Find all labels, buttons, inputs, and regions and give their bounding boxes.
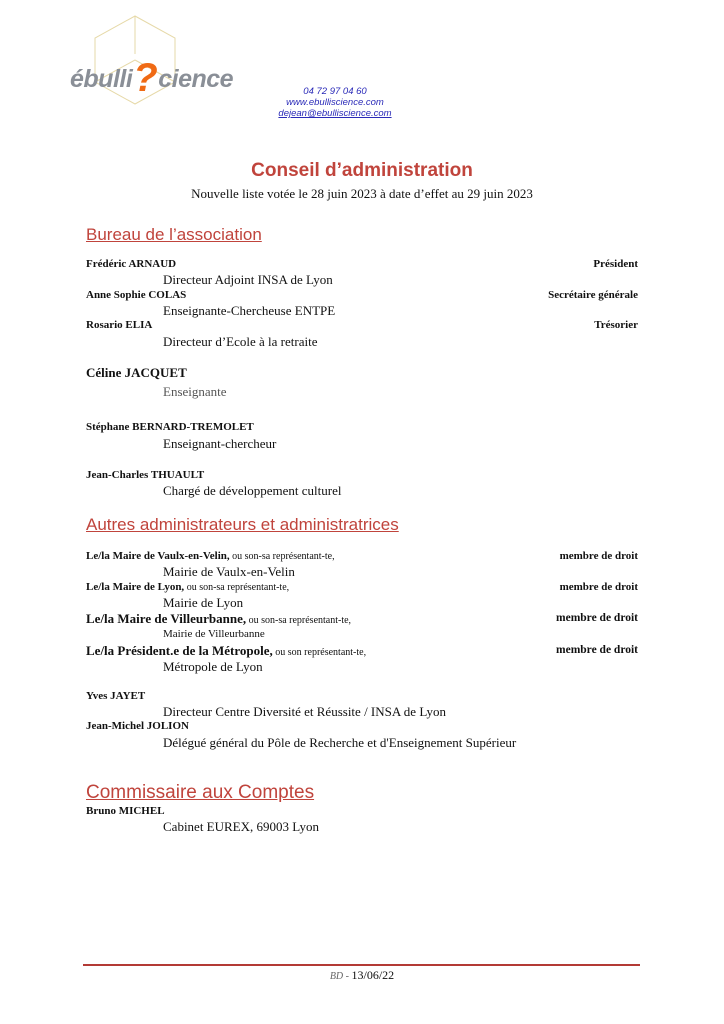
footer-divider: [83, 964, 640, 966]
member-description: Chargé de développement culturel: [163, 483, 342, 498]
member-role: membre de droit: [556, 612, 638, 624]
member-role: Président: [593, 258, 638, 270]
member-role: Secrétaire générale: [548, 289, 638, 301]
logo-question-mark: ?: [133, 56, 158, 100]
member-name: [86, 550, 335, 562]
footer-initials: BD: [329, 971, 344, 982]
member-name-suffix: ou son-sa représentant-te,: [246, 615, 352, 626]
contact-website[interactable]: www.ebulliscience.com: [286, 97, 384, 108]
member-name-main: Le/la Maire de Lyon,: [86, 581, 185, 593]
member-name: Frédéric ARNAUD: [86, 258, 177, 270]
member-description: Enseignante: [163, 384, 227, 399]
member-description: Directeur Adjoint INSA de Lyon: [163, 272, 333, 287]
section-heading-bureau: Bureau de l’association: [86, 225, 262, 244]
page-title: Conseil d’administration: [251, 160, 473, 181]
contact-email[interactable]: dejean@ebulliscience.com: [278, 108, 392, 119]
member-name: Jean-Charles THUAULT: [86, 469, 205, 481]
member-name: Rosario ELIA: [86, 319, 153, 331]
member-name: Stéphane BERNARD-TREMOLET: [86, 421, 254, 433]
logo-text-left: ébulli: [70, 65, 133, 93]
member-description: Directeur d’Ecole à la retraite: [163, 334, 318, 349]
contact-phone: 04 72 97 04 60: [303, 86, 367, 97]
member-name-main: Le/la Président.e de la Métropole,: [86, 643, 273, 658]
logo: [70, 52, 234, 100]
member-description: Directeur Centre Diversité et Réussite / INSA de Lyon: [163, 704, 447, 719]
member-name: Bruno MICHEL: [86, 805, 165, 817]
member-name: Anne Sophie COLAS: [86, 289, 187, 301]
footer-separator: -: [343, 971, 352, 982]
member-name: [86, 581, 289, 593]
member-name-main: Le/la Maire de Villeurbanne,: [86, 611, 247, 626]
section-heading-autres: Autres administrateurs et administratrices: [86, 515, 399, 534]
member-name: Yves JAYET: [86, 690, 146, 702]
member-role: membre de droit: [556, 644, 638, 656]
member-description: Délégué général du Pôle de Recherche et d'Enseignement Supérieur: [163, 735, 517, 750]
member-name-main: Le/la Maire de Vaulx-en-Velin,: [86, 550, 230, 562]
member-description: Mairie de Lyon: [163, 595, 244, 610]
member-description: Mairie de Villeurbanne: [163, 628, 265, 640]
member-description: Métropole de Lyon: [163, 659, 263, 674]
member-name: Céline JACQUET: [86, 365, 187, 380]
footer-date: 13/06/22: [351, 968, 395, 982]
member-description: Cabinet EUREX, 69003 Lyon: [163, 819, 319, 834]
member-name-suffix: ou son-sa représentant-te,: [229, 551, 335, 562]
section-heading-commissaire: Commissaire aux Comptes: [86, 782, 315, 803]
member-name: [86, 611, 351, 627]
member-role: Trésorier: [594, 319, 638, 331]
member-description: Enseignant-chercheur: [163, 436, 277, 451]
member-name-suffix: ou son représentant-te,: [272, 647, 367, 658]
logo-text-right: cience: [158, 65, 234, 93]
member-name: Jean-Michel JOLION: [86, 720, 189, 732]
member-description: Enseignante-Chercheuse ENTPE: [163, 303, 336, 318]
member-description: Mairie de Vaulx-en-Velin: [163, 564, 295, 579]
member-name: [86, 643, 366, 659]
page-subtitle: Nouvelle liste votée le 28 juin 2023 à date d’effet au 29 juin 2023: [191, 186, 533, 201]
member-role: membre de droit: [559, 581, 638, 593]
member-name-suffix: ou son-sa représentant-te,: [184, 582, 290, 593]
footer: [0, 968, 724, 983]
member-role: membre de droit: [559, 550, 638, 562]
